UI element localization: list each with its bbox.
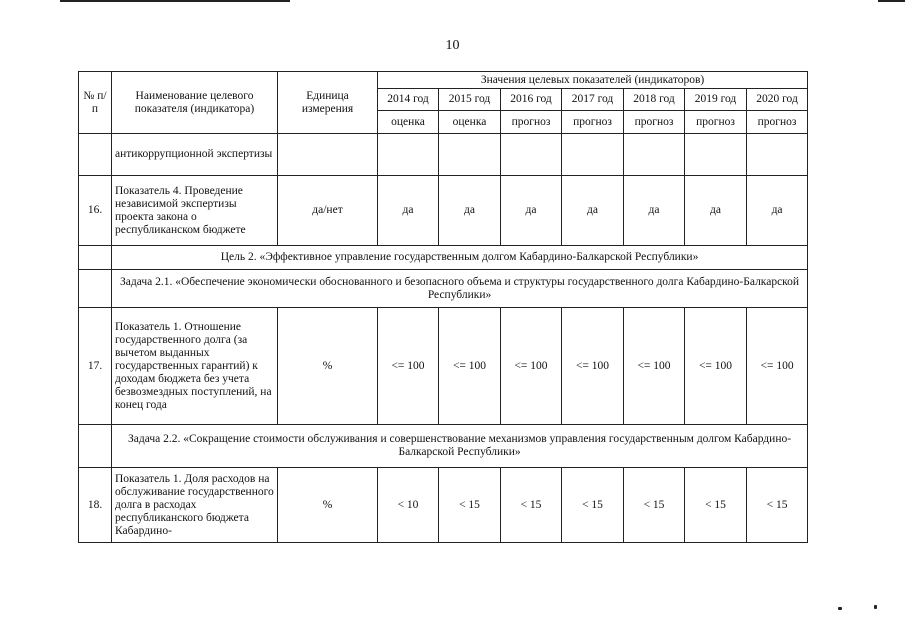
header-kind: прогноз	[624, 111, 685, 134]
table-row-continuation	[79, 134, 808, 176]
value-cell: < 15	[685, 468, 747, 543]
value-cell: да	[624, 176, 685, 246]
value-cell	[685, 134, 747, 176]
unit: %	[278, 308, 378, 425]
value-cell	[562, 134, 624, 176]
table-row	[79, 308, 808, 425]
unit: %	[278, 468, 378, 543]
scan-speck	[874, 605, 877, 609]
indicator-name: Показатель 1. Доля расходов на обслуживание государственного долга в расходах республиканского бюджета Кабардино-	[112, 468, 278, 543]
value-cell: <= 100	[439, 308, 501, 425]
value-cell	[624, 134, 685, 176]
value-cell: < 15	[747, 468, 808, 543]
task-row	[79, 425, 808, 468]
unit-cell	[278, 134, 378, 176]
page-number: 10	[445, 38, 460, 53]
header-year: 2017 год	[562, 89, 624, 111]
header-values-group: Значения целевых показателей (индикаторов)	[378, 72, 808, 89]
value-cell: да	[378, 176, 439, 246]
row-num: 18.	[79, 468, 112, 543]
header-name: Наименование целевого показателя (индикатора)	[112, 72, 278, 134]
row-num: 17.	[79, 308, 112, 425]
header-kind: оценка	[439, 111, 501, 134]
header-year: 2015 год	[439, 89, 501, 111]
indicator-name: Показатель 4. Проведение независимой экспертизы проекта закона о республиканском бюджете	[112, 176, 278, 246]
row-num-cell	[79, 134, 112, 176]
top-scan-mark-left	[60, 0, 290, 2]
header-kind: прогноз	[562, 111, 624, 134]
header-kind: оценка	[378, 111, 439, 134]
header-year: 2019 год	[685, 89, 747, 111]
table-row	[79, 176, 808, 246]
value-cell: да	[685, 176, 747, 246]
value-cell	[439, 134, 501, 176]
row-num-cell	[79, 425, 112, 468]
indicator-name: Показатель 1. Отношение государственного долга (за вычетом выданных государственных гарантий) к доходам бюджета без учета безвозмездных поступлений, на конец года	[112, 308, 278, 425]
value-cell: < 15	[624, 468, 685, 543]
value-cell: да	[439, 176, 501, 246]
goal-row	[79, 246, 808, 270]
header-unit: Единица измерения	[278, 72, 378, 134]
table-row	[79, 468, 808, 543]
value-cell: <= 100	[562, 308, 624, 425]
value-cell: < 15	[562, 468, 624, 543]
indicator-name: антикоррупционной экспертизы	[112, 134, 278, 176]
value-cell: < 15	[501, 468, 562, 543]
row-num: 16.	[79, 176, 112, 246]
row-num-cell	[79, 270, 112, 308]
scan-speck	[838, 607, 842, 610]
value-cell: <= 100	[501, 308, 562, 425]
header-year: 2020 год	[747, 89, 808, 111]
value-cell: да	[501, 176, 562, 246]
value-cell: < 15	[439, 468, 501, 543]
header-year: 2014 год	[378, 89, 439, 111]
value-cell	[501, 134, 562, 176]
value-cell	[747, 134, 808, 176]
task-title: Задача 2.2. «Сокращение стоимости обслуживания и совершенствование механизмов управления государственным долгом Кабардино-Балкарской Республики»	[112, 425, 808, 468]
header-year: 2016 год	[501, 89, 562, 111]
value-cell: <= 100	[378, 308, 439, 425]
value-cell: да	[562, 176, 624, 246]
goal-title: Цель 2. «Эффективное управление государственным долгом Кабардино-Балкарской Республики»	[112, 246, 808, 270]
header-kind: прогноз	[685, 111, 747, 134]
header-num: № п/п	[79, 72, 112, 134]
task-row	[79, 270, 808, 308]
header-year: 2018 год	[624, 89, 685, 111]
value-cell: < 10	[378, 468, 439, 543]
unit: да/нет	[278, 176, 378, 246]
value-cell: да	[747, 176, 808, 246]
header-kind: прогноз	[747, 111, 808, 134]
indicators-table	[78, 71, 808, 543]
table-header	[79, 72, 808, 134]
value-cell: <= 100	[685, 308, 747, 425]
value-cell: <= 100	[747, 308, 808, 425]
task-title: Задача 2.1. «Обеспечение экономически обоснованного и безопасного объема и структуры государственного долга Кабардино-Балкарской Республики»	[112, 270, 808, 308]
top-scan-mark-right	[878, 0, 905, 2]
value-cell	[378, 134, 439, 176]
row-num-cell	[79, 246, 112, 270]
value-cell: <= 100	[624, 308, 685, 425]
header-kind: прогноз	[501, 111, 562, 134]
